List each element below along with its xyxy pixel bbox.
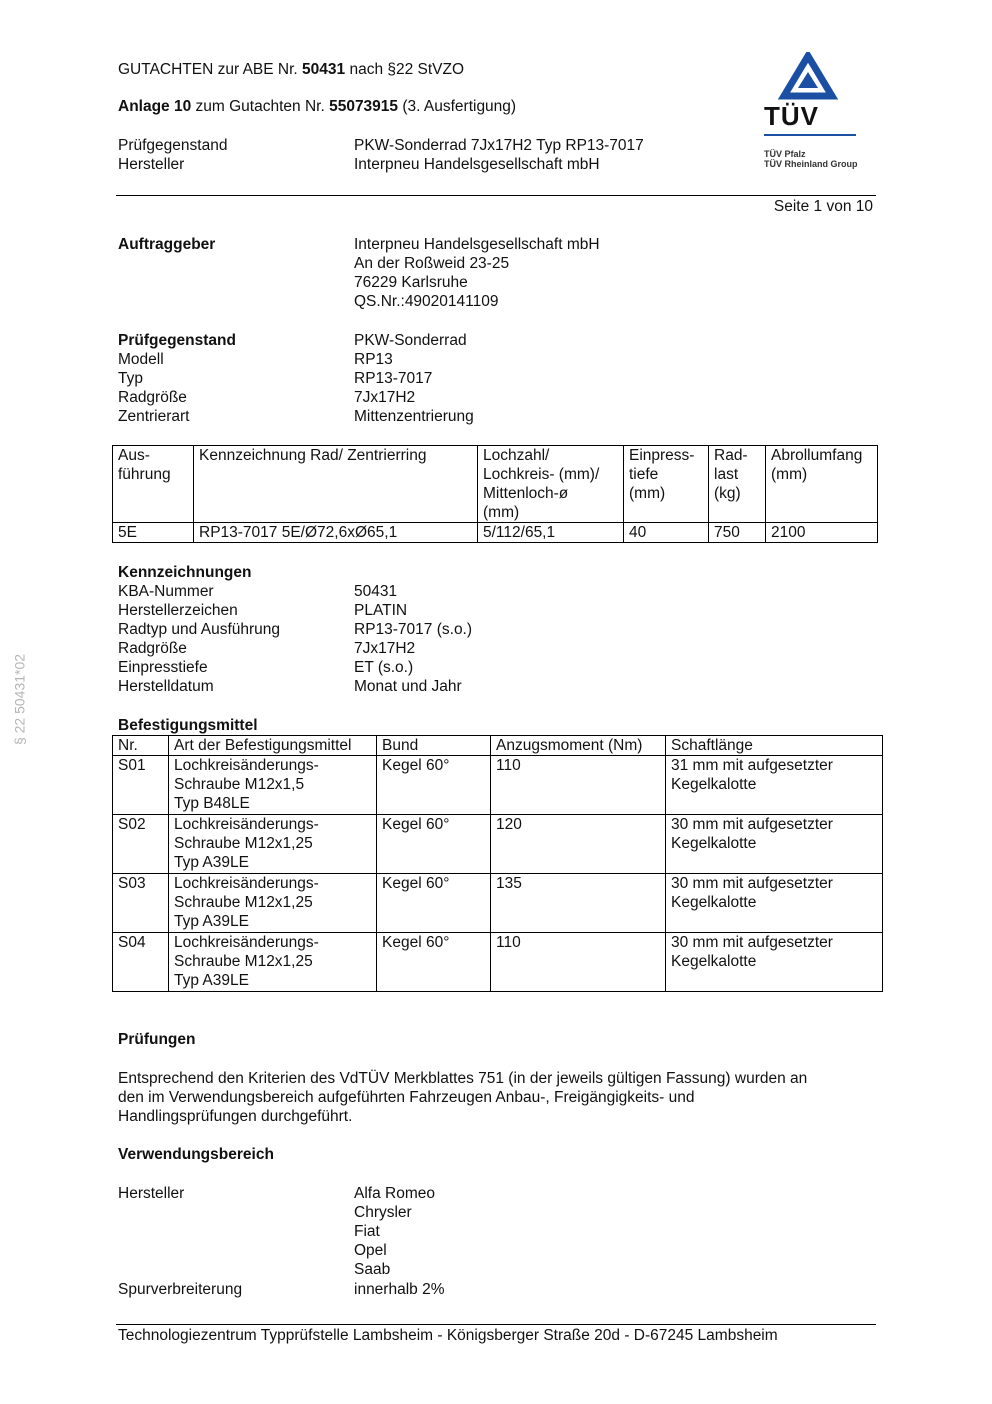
th-abrollumfang: Abrollumfang (mm): [766, 446, 878, 523]
verwendung-title: Verwendungsbereich: [118, 1146, 274, 1163]
table-row: [113, 523, 878, 543]
wheel-table: [112, 445, 878, 543]
td-moment: 135: [491, 874, 666, 933]
th-radlast: Rad- last (kg): [709, 446, 766, 523]
td-moment: 120: [491, 815, 666, 874]
spur-label: Spurverbreiterung: [118, 1281, 243, 1298]
befestigung-header: [113, 736, 883, 756]
auftraggeber-label: Auftraggeber: [118, 236, 216, 253]
header-line-2: Anlage 10 zum Gutachten Nr. 55073915 (3. Ausfertigung): [118, 98, 517, 115]
tuv-logo-bar: [764, 134, 856, 136]
table-row: [113, 756, 883, 815]
td-nr: S02: [113, 815, 169, 874]
header-divider: [116, 195, 876, 196]
table-row: [113, 933, 883, 992]
td-moment: 110: [491, 756, 666, 815]
th-moment: Anzugsmoment (Nm): [491, 736, 666, 756]
th-einpresstiefe: Einpress- tiefe (mm): [624, 446, 709, 523]
wheel-table-header: [113, 446, 878, 523]
kennzeichnungen-labels: Kennzeichnungen KBA-Nummer Herstellerzeichen Radtyp und Ausführung Radgröße Einpresstiefe Herstelldatum: [118, 564, 281, 695]
header-hs-value: Interpneu Handelsgesellschaft mbH: [354, 156, 600, 173]
td-art: Lochkreisänderungs- Schraube M12x1,25 Typ A39LE: [169, 933, 377, 992]
th-schaft: Schaftlänge: [666, 736, 883, 756]
list-item: Fiat: [354, 1223, 380, 1240]
side-watermark: § 22 50431*02: [11, 653, 28, 746]
header-line-1: GUTACHTEN zur ABE Nr. 50431 nach §22 StVZO: [118, 61, 465, 78]
pruefungen-text: Entsprechend den Kriterien des VdTÜV Merkblattes 751 (in der jeweils gültigen Fassung) wurden an den im Verwendungsbereich aufgeführten Fahrzeugen Anbau-, Freigängigkeits- und Handlingsprüfungen durchgeführt.: [118, 1070, 808, 1125]
td-abrollumfang: 2100: [766, 523, 878, 543]
td-ausfuehrung: 5E: [113, 523, 194, 543]
table-row: [113, 874, 883, 933]
list-item: Saab: [354, 1261, 391, 1278]
tuv-logo-word: TÜV: [764, 101, 819, 131]
td-moment: 110: [491, 933, 666, 992]
th-lochzahl: Lochzahl/ Lochkreis- (mm)/ Mittenloch-ø (mm): [478, 446, 624, 523]
td-radlast: 750: [709, 523, 766, 543]
td-kennzeichnung: RP13-7017 5E/Ø72,6xØ65,1: [194, 523, 478, 543]
td-schaft: 30 mm mit aufgesetzter Kegelkalotte: [666, 874, 883, 933]
th-kennzeichnung: Kennzeichnung Rad/ Zentrierring: [194, 446, 478, 523]
tuv-logo: [760, 52, 860, 172]
td-bund: Kegel 60°: [377, 933, 491, 992]
td-bund: Kegel 60°: [377, 756, 491, 815]
td-bund: Kegel 60°: [377, 815, 491, 874]
td-schaft: 30 mm mit aufgesetzter Kegelkalotte: [666, 815, 883, 874]
spur-value: innerhalb 2%: [354, 1281, 445, 1298]
kennzeichnungen-values: 50431 PLATIN RP13-7017 (s.o.) 7Jx17H2 ET (s.o.) Monat und Jahr: [354, 583, 473, 695]
verwendung-hersteller-label: Hersteller: [118, 1185, 185, 1202]
auftraggeber-address: Interpneu Handelsgesellschaft mbH An der Roßweid 23-25 76229 Karlsruhe QS.Nr.:49020141109: [354, 236, 600, 310]
th-art: Art der Befestigungsmittel: [169, 736, 377, 756]
td-nr: S03: [113, 874, 169, 933]
page-number: Seite 1 von 10: [773, 198, 873, 215]
tuv-logo-sub2: TÜV Rheinland Group: [764, 159, 858, 169]
table-row: [113, 815, 883, 874]
header-hs-label: Hersteller: [118, 156, 185, 173]
td-art: Lochkreisänderungs- Schraube M12x1,5 Typ B48LE: [169, 756, 377, 815]
th-bund: Bund: [377, 736, 491, 756]
td-art: Lochkreisänderungs- Schraube M12x1,25 Typ A39LE: [169, 874, 377, 933]
pruefgegenstand-labels: Prüfgegenstand Modell Typ Radgröße Zentrierart: [118, 332, 236, 425]
pruefgegenstand-values: PKW-Sonderrad RP13 RP13-7017 7Jx17H2 Mittenzentrierung: [354, 332, 474, 425]
th-ausfuehrung: Aus- führung: [113, 446, 194, 523]
tuv-logo-sub1: TÜV Pfalz: [764, 149, 806, 159]
th-nr: Nr.: [113, 736, 169, 756]
td-schaft: 31 mm mit aufgesetzter Kegelkalotte: [666, 756, 883, 815]
td-lochzahl: 5/112/65,1: [478, 523, 624, 543]
list-item: Chrysler: [354, 1204, 412, 1221]
footer-text: Technologiezentrum Typprüfstelle Lambsheim - Königsberger Straße 20d - D-67245 Lambsheim: [118, 1327, 778, 1344]
pruefungen-title: Prüfungen: [118, 1031, 196, 1048]
befestigung-table: [112, 735, 883, 992]
td-nr: S01: [113, 756, 169, 815]
td-schaft: 30 mm mit aufgesetzter Kegelkalotte: [666, 933, 883, 992]
header-pg-label: Prüfgegenstand: [118, 137, 228, 154]
tuv-triangle-icon: [760, 52, 860, 102]
header-pg-value: PKW-Sonderrad 7Jx17H2 Typ RP13-7017: [354, 137, 644, 154]
td-nr: S04: [113, 933, 169, 992]
verwendung-hersteller-list: [354, 1184, 435, 1279]
footer-divider: [116, 1324, 876, 1325]
td-einpresstiefe: 40: [624, 523, 709, 543]
list-item: Opel: [354, 1242, 387, 1259]
befestigung-title: Befestigungsmittel: [118, 717, 258, 734]
td-art: Lochkreisänderungs- Schraube M12x1,25 Typ A39LE: [169, 815, 377, 874]
list-item: Alfa Romeo: [354, 1185, 435, 1202]
td-bund: Kegel 60°: [377, 874, 491, 933]
